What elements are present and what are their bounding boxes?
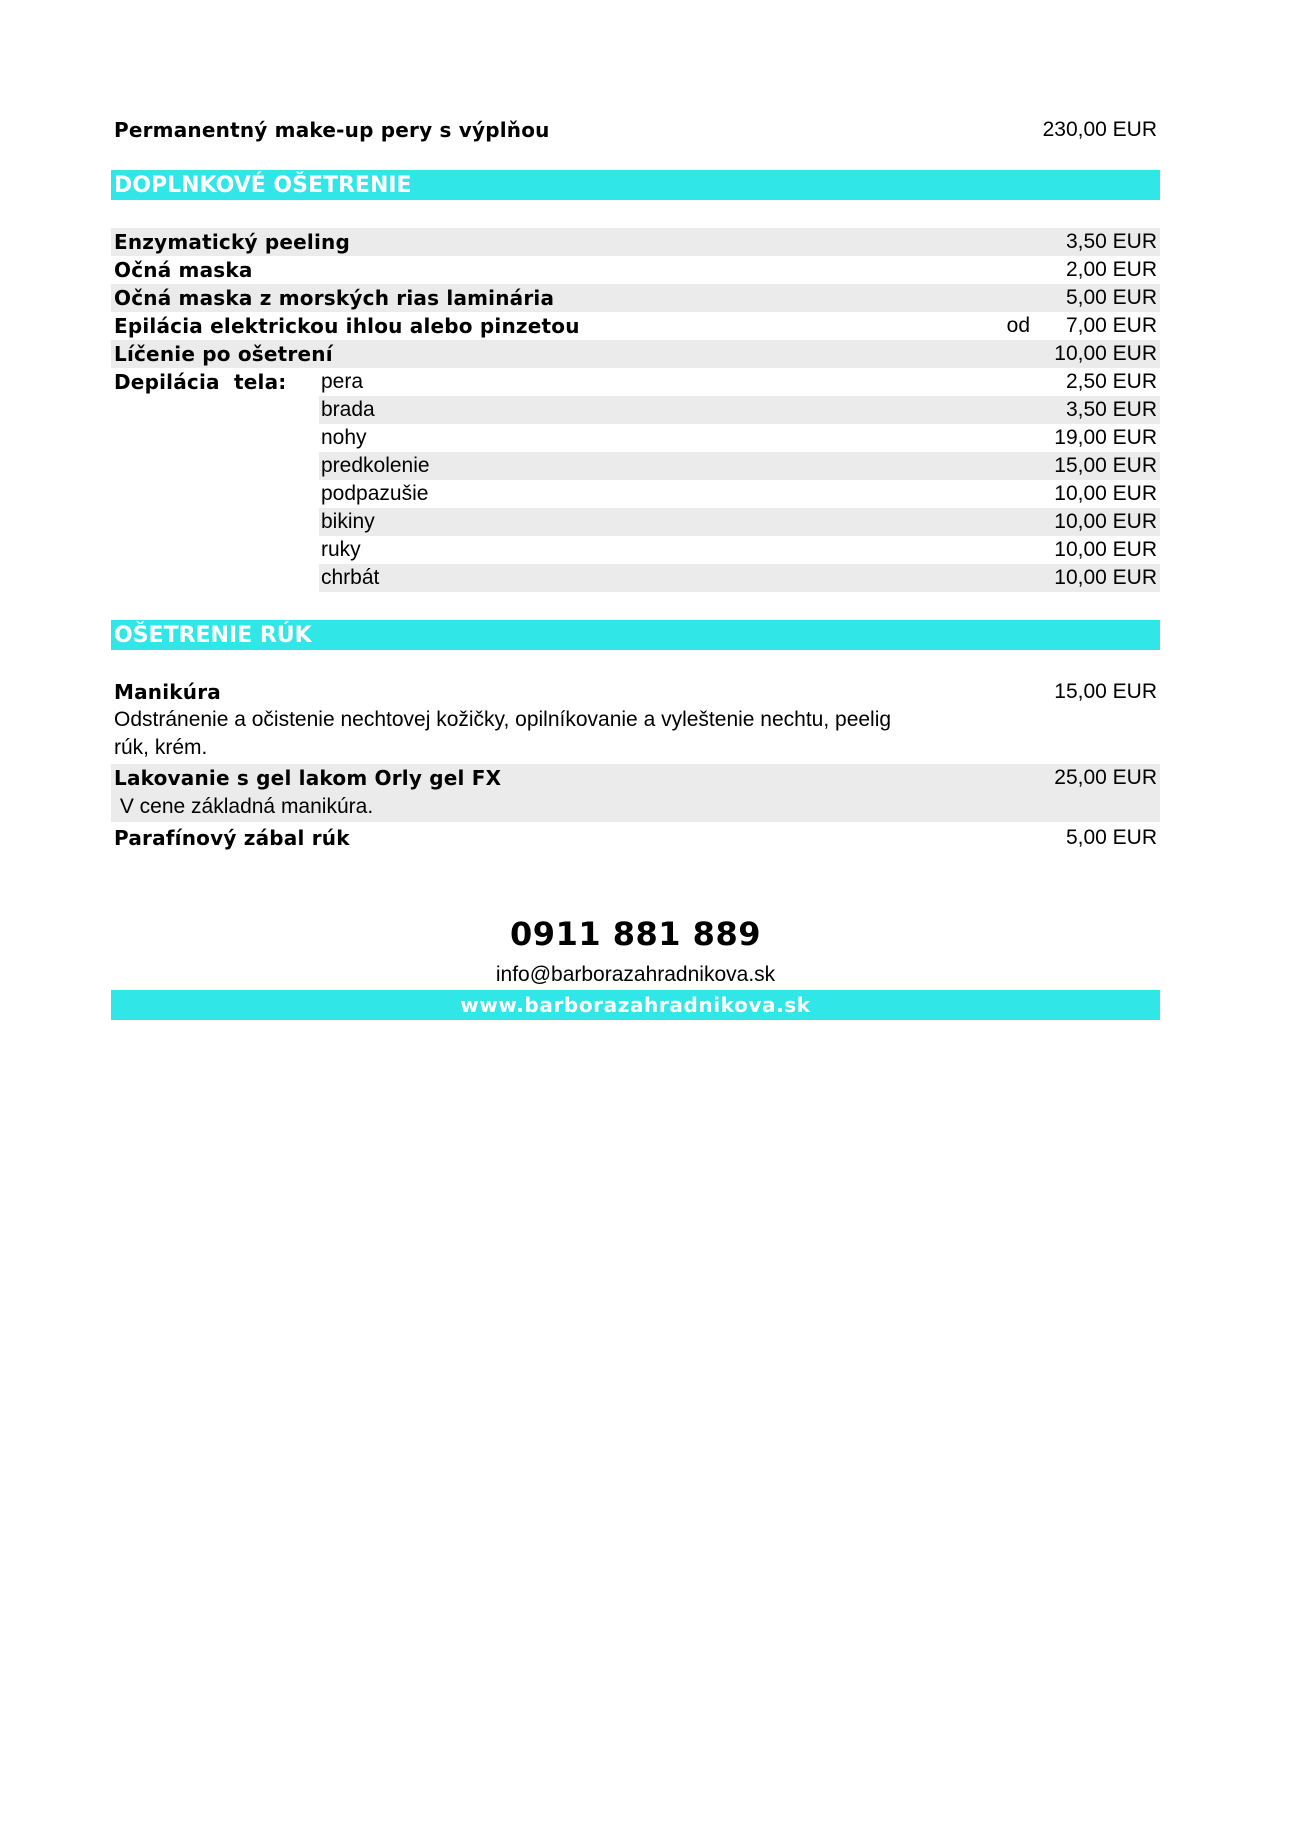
item-price: 2,00 EUR [1065, 258, 1157, 281]
item-price: 25,00 EUR [1054, 766, 1157, 789]
contact-website[interactable]: www.barborazahradnikova.sk [111, 990, 1160, 1020]
depilation-label: Depilácia tela: [114, 370, 287, 394]
item-price: 10,00 EUR [1054, 482, 1157, 505]
price-row [111, 368, 1160, 396]
item-label: Permanentný make-up pery s výplňou [114, 118, 550, 142]
price-row [111, 824, 1160, 852]
price-list [111, 116, 1160, 1020]
price-row [111, 678, 1160, 762]
item-price: 10,00 EUR [1054, 538, 1157, 561]
item-price: 15,00 EUR [1054, 454, 1157, 477]
item-price: 7,00 EUR [1065, 314, 1157, 337]
item-price: 2,50 EUR [1065, 370, 1157, 393]
section-header-hand-treatment: OŠETRENIE RÚK [111, 620, 1160, 650]
price-row [111, 564, 1160, 592]
item-label: predkolenie [321, 454, 430, 477]
item-label: chrbát [321, 566, 380, 589]
item-description: V cene základná manikúra. [114, 795, 374, 818]
item-label: Líčenie po ošetrení [114, 342, 333, 366]
item-price: 3,50 EUR [1065, 398, 1157, 421]
contact-email[interactable]: info@barborazahradnikova.sk [495, 963, 776, 986]
item-price: 3,50 EUR [1065, 230, 1157, 253]
contact-phone[interactable]: 0911 881 889 [510, 915, 761, 953]
price-row [111, 452, 1160, 480]
item-label: Lakovanie s gel lakom Orly gel FX [114, 766, 502, 790]
item-label: pera [321, 370, 364, 393]
item-price: 5,00 EUR [1065, 826, 1157, 849]
item-label: ruky [321, 538, 361, 561]
item-label: bikiny [321, 510, 375, 533]
item-price: 19,00 EUR [1054, 426, 1157, 449]
price-row [111, 480, 1160, 508]
item-label: Epilácia elektrickou ihlou alebo pinzetou [114, 314, 580, 338]
item-label: Manikúra [114, 680, 221, 704]
item-price: 230,00 EUR [1042, 118, 1157, 141]
item-price: 10,00 EUR [1054, 342, 1157, 365]
item-price: 10,00 EUR [1054, 510, 1157, 533]
price-row [111, 284, 1160, 312]
price-row [111, 228, 1160, 256]
item-price: 10,00 EUR [1054, 566, 1157, 589]
item-label: nohy [321, 426, 367, 449]
price-row [111, 340, 1160, 368]
item-label: podpazušie [321, 482, 429, 505]
item-label: Očná maska [114, 258, 253, 282]
price-row [111, 312, 1160, 340]
item-label: Enzymatický peeling [114, 230, 350, 254]
item-label: Parafínový zábal rúk [114, 826, 350, 850]
price-row [111, 508, 1160, 536]
price-row [111, 764, 1160, 822]
item-price: 15,00 EUR [1054, 680, 1157, 703]
item-label: brada [321, 398, 375, 421]
price-prefix: od [1006, 314, 1030, 337]
item-price: 5,00 EUR [1065, 286, 1157, 309]
item-label: Očná maska z morských rias laminária [114, 286, 555, 310]
price-row [111, 116, 1160, 144]
price-row [111, 536, 1160, 564]
price-row [111, 424, 1160, 452]
item-description: Odstránenie a očistenie nechtovej kožičky, opilníkovanie a vyleštenie nechtu, peelig rúk, krém. [114, 708, 892, 759]
price-row [111, 256, 1160, 284]
price-row [111, 396, 1160, 424]
section-header-extra-treatment: DOPLNKOVÉ OŠETRENIE [111, 170, 1160, 200]
